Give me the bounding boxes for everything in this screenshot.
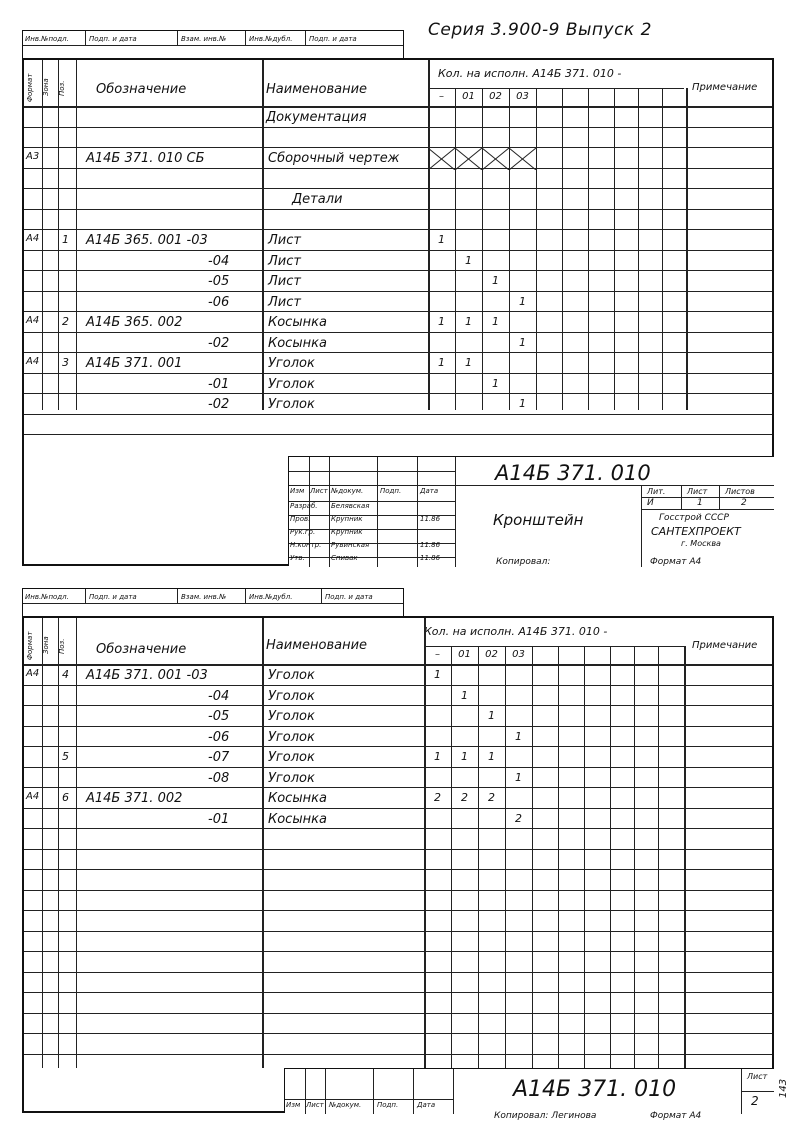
change-header-cell: Дата (420, 487, 439, 495)
cell-name: Лист (268, 294, 301, 310)
grid-hline (24, 767, 772, 768)
cell-designation: А14Б 371. 001 (86, 356, 183, 371)
cell-name: Уголок (268, 376, 315, 392)
role-person: Рувинская (331, 541, 370, 549)
org-line-3: г. Москва (681, 539, 721, 548)
cell-designation: -01 (208, 811, 230, 827)
hdr-name: Наименование (266, 638, 368, 653)
cell-qty: 1 (492, 376, 499, 390)
title-block-2 (284, 1068, 774, 1113)
cell-designation: -05 (208, 709, 230, 724)
roles-hline (289, 471, 455, 472)
hdr-note: Примечание (692, 82, 758, 93)
cell-name: Косынка (268, 315, 327, 330)
cell-designation: -05 (208, 274, 230, 289)
cell-qty: 1 (488, 750, 495, 763)
series-title: Серия 3.900-9 Выпуск 2 (428, 20, 652, 40)
cell-name: Уголок (268, 356, 315, 371)
hdr-zone: Зона (42, 78, 50, 96)
top-strip-2 (22, 588, 404, 618)
cell-name: Уголок (268, 729, 315, 745)
cell-qty: 1 (465, 315, 472, 328)
grid-hline (24, 931, 772, 932)
cell-format: А3 (26, 151, 40, 162)
hdr-format: Формат (26, 73, 34, 102)
grid-hline (24, 250, 772, 251)
strip-cell: Подп. и дата (325, 593, 373, 601)
cell-pos: 4 (62, 668, 69, 681)
grid-vline (505, 646, 506, 1068)
cell-name: Лист (268, 233, 301, 248)
assembly-x-marks (428, 148, 536, 170)
cell-qty: 1 (461, 750, 468, 763)
cell-qty: 1 (488, 709, 495, 722)
cell-designation: А14Б 365. 001 -03 (86, 233, 208, 248)
roles-hline (289, 485, 455, 486)
cell-designation: -02 (208, 397, 230, 412)
cell-name: Косынка (268, 791, 327, 806)
grid-hline (24, 414, 772, 415)
grid-vline (58, 60, 59, 410)
hdr-zone: Зона (42, 636, 50, 654)
hdr-qty-title: Кол. на исполн. А14Б 371. 010 - (438, 67, 622, 80)
hdr-qty-col: 01 (458, 649, 471, 660)
doc-number: А14Б 371. 010 (495, 461, 651, 485)
strip-cell: Инв.№подл. (25, 35, 69, 43)
chg-hdr: Изм (286, 1101, 301, 1109)
strip-cell: Инв.№подл. (25, 593, 69, 601)
grid-hline (24, 209, 772, 210)
sheet-value-2: 2 (751, 1094, 759, 1108)
cell-pos: 5 (62, 750, 69, 763)
format-label: Формат А4 (650, 557, 702, 567)
role-person: Крупник (331, 515, 363, 523)
grid-vline (658, 646, 659, 1068)
grid-vline (262, 618, 264, 1068)
cell-format: А4 (26, 233, 40, 244)
hdr-note: Примечание (692, 640, 758, 651)
cell-qty: 1 (434, 750, 441, 763)
grid-hline (24, 992, 772, 993)
lit-value: И (647, 498, 654, 508)
cell-name: Уголок (268, 397, 315, 412)
cell-qty: 2 (488, 791, 495, 804)
cell-designation: -06 (208, 729, 230, 745)
grid-hline (24, 787, 772, 788)
cell-qty: 1 (438, 356, 445, 369)
change-header-cell: №докум. (331, 487, 364, 495)
top-strip-1 (22, 30, 404, 60)
cell-pos: 6 (62, 791, 69, 804)
role-label: Пров. (290, 515, 311, 523)
cell-qty: 1 (438, 233, 445, 246)
cell-qty: 1 (465, 356, 472, 369)
strip-cell: Взам. инв.№ (181, 35, 227, 43)
cell-qty: 1 (465, 253, 472, 267)
doc-name: Кронштейн (493, 511, 584, 529)
grid-vline (58, 618, 59, 1068)
sheets-value: 2 (741, 498, 747, 508)
grid-hline (24, 311, 772, 312)
grid-hline (24, 127, 772, 128)
org-line-1: Госстрой СССР (659, 513, 729, 523)
hdr-format: Формат (26, 631, 34, 660)
grid-hline (24, 147, 772, 148)
cell-qty: 1 (461, 688, 468, 702)
role-date: 11.86 (420, 515, 441, 523)
grid-vline (42, 60, 43, 410)
hdr-qty-col: – (439, 91, 444, 102)
chg-hdr: №докум. (329, 1101, 362, 1109)
grid-hline (24, 229, 772, 230)
grid-hline (24, 828, 772, 829)
grid-hline (24, 1054, 772, 1055)
sheet-label: Лист (687, 487, 708, 496)
copied-label-2: Копировал: Легинова (494, 1111, 597, 1121)
spec-sheet-1 (22, 58, 774, 566)
cell-name: Уголок (268, 770, 315, 786)
spec-sheet-2 (22, 616, 774, 1113)
cell-format: А4 (26, 356, 40, 367)
hdr-designation: Обозначение (96, 82, 187, 97)
roles-vline (309, 457, 310, 567)
roles-vline (329, 457, 330, 567)
role-person: Белявская (331, 502, 370, 510)
cell-name: Лист (268, 253, 301, 269)
cell-name: Уголок (268, 668, 315, 683)
cell-qty: 1 (492, 315, 499, 328)
cell-name: Косынка (268, 335, 327, 351)
role-label: Разраб. (290, 502, 318, 510)
cell-designation: -07 (208, 750, 230, 765)
cell-name: Косынка (268, 811, 327, 827)
grid-hline (24, 726, 772, 727)
grid-hline (24, 685, 772, 686)
cell-qty: 2 (461, 791, 468, 804)
cell-qty: 1 (438, 315, 445, 328)
cell-name: Лист (268, 274, 301, 289)
grid-hline (24, 393, 772, 394)
hdr-qty-col: 01 (462, 91, 475, 102)
side-number: 143 (778, 1078, 789, 1098)
cell-pos: 3 (62, 356, 69, 369)
roles-vline (377, 457, 378, 567)
grid-vline (610, 646, 611, 1068)
grid-hline (24, 951, 772, 952)
strip-cell: Взам. инв.№ (181, 593, 227, 601)
role-person: Крупник (331, 528, 363, 536)
grid-hline (24, 972, 772, 973)
title-block-1 (288, 456, 774, 566)
cell-qty: 1 (515, 770, 522, 784)
doc-number-2: А14Б 371. 010 (513, 1077, 677, 1102)
grid-vline (76, 60, 77, 410)
cell-qty: 1 (519, 335, 526, 349)
grid-vline (451, 646, 452, 1068)
strip-cell: Подп. и дата (309, 35, 357, 43)
cell-qty: 1 (492, 274, 499, 287)
hdr-qty-title: Кол. на исполн. А14Б 371. 010 - (424, 625, 608, 638)
cell-designation: А14Б 371. 001 -03 (86, 668, 208, 683)
cell-qty: 2 (515, 811, 522, 825)
grid-hline (24, 808, 772, 809)
grid-vline (558, 646, 559, 1068)
hdr-name: Наименование (266, 82, 368, 97)
cell-name: Уголок (268, 688, 315, 704)
hdr-pos: Поз. (58, 638, 66, 654)
cell-pos: 2 (62, 315, 69, 328)
grid-vline (532, 646, 533, 1068)
role-label: Рук.гр. (290, 528, 316, 536)
cell-designation: -04 (208, 688, 230, 704)
grid-hline (24, 1033, 772, 1034)
cell-qty: 1 (515, 729, 522, 743)
roles-vline (417, 457, 418, 567)
section-heading: Детали (292, 192, 343, 207)
cell-format: А4 (26, 668, 40, 679)
grid-hline (24, 705, 772, 706)
grid-hline (24, 332, 772, 333)
grid-hline (24, 434, 772, 435)
grid-hline (24, 849, 772, 850)
cell-designation: -02 (208, 335, 230, 351)
strip-cell: Подп. и дата (89, 593, 137, 601)
cell-format: А4 (26, 315, 40, 326)
grid-hline (24, 352, 772, 353)
cell-qty: 1 (519, 397, 526, 410)
grid-vline (684, 646, 686, 1068)
cell-designation: А14Б 371. 002 (86, 791, 183, 806)
sheets-label: Листов (725, 487, 755, 496)
hdr-qty-col: 03 (512, 649, 525, 660)
lit-label: Лит. (647, 487, 666, 496)
cell-designation: -04 (208, 253, 230, 269)
role-date: 11.86 (420, 541, 441, 549)
strip-cell: Инв.№дубл. (249, 35, 293, 43)
hdr-qty-col: 03 (516, 91, 529, 102)
grid-hline (24, 168, 772, 169)
strip-cell: Инв.№дубл. (249, 593, 293, 601)
cell-format: А4 (26, 791, 40, 802)
change-header-cell: Лист (310, 487, 328, 495)
chg-hdr: Подп. (377, 1101, 399, 1109)
grid-vline (584, 646, 585, 1068)
cell-qty: 2 (434, 791, 441, 804)
hdr-designation: Обозначение (96, 642, 187, 657)
sheet-label-2: Лист (747, 1072, 768, 1081)
cell-designation: -08 (208, 770, 230, 786)
hdr-qty-col: 02 (485, 649, 498, 660)
change-header-cell: Изм (290, 487, 305, 495)
grid-hline (24, 373, 772, 374)
cell-name: Уголок (268, 750, 315, 765)
grid-vline (76, 618, 77, 1068)
role-label: Утв. (290, 554, 305, 562)
cell-designation: А14Б 371. 010 СБ (86, 151, 205, 166)
cell-designation: А14Б 365. 002 (86, 315, 183, 330)
cell-designation: -06 (208, 294, 230, 310)
hdr-pos: Поз. (58, 80, 66, 96)
grid-vline (262, 60, 264, 410)
cell-pos: 1 (62, 233, 69, 246)
cell-qty: 1 (434, 668, 441, 681)
grid-hline (24, 270, 772, 271)
copied-label: Копировал: (496, 557, 551, 567)
hdr-qty-col: – (435, 649, 440, 660)
grid-vline (42, 618, 43, 1068)
sheet-value: 1 (697, 498, 703, 508)
role-date: 11.86 (420, 554, 441, 562)
org-line-2: САНТЕХПРОЕКТ (651, 525, 741, 538)
grid-vline (424, 618, 426, 1068)
grid-hline (24, 746, 772, 747)
chg-hdr: Дата (417, 1101, 436, 1109)
grid-hline (24, 869, 772, 870)
grid-hline (24, 291, 772, 292)
grid-hline (24, 1013, 772, 1014)
cell-qty: 1 (519, 294, 526, 308)
grid-hline (24, 188, 772, 189)
role-label: Н.контр. (290, 541, 322, 549)
cell-name: Уголок (268, 709, 315, 724)
role-person: Спивак (331, 554, 358, 562)
section-heading: Документация (266, 110, 367, 125)
grid-vline (634, 646, 635, 1068)
strip-cell: Подп. и дата (89, 35, 137, 43)
grid-hline (24, 890, 772, 891)
format-label-2: Формат А4 (650, 1111, 702, 1121)
cell-designation: -01 (208, 376, 230, 392)
cell-name: Сборочный чертеж (268, 151, 400, 166)
chg-hdr: Лист (306, 1101, 324, 1109)
hdr-qty-col: 02 (489, 91, 502, 102)
change-header-cell: Подп. (380, 487, 402, 495)
grid-hline (24, 910, 772, 911)
